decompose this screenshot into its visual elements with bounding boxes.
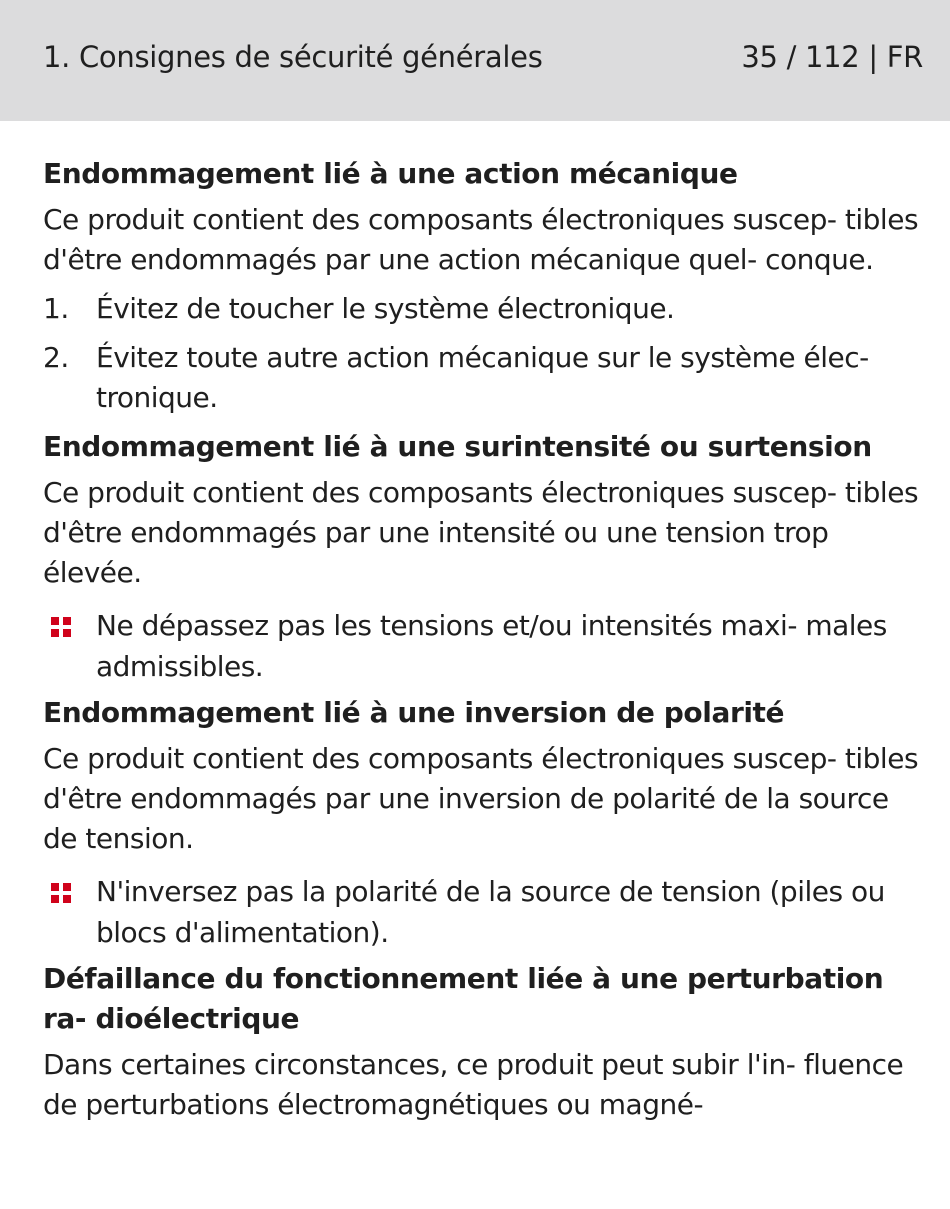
list-item <box>43 338 928 418</box>
bullet-item <box>43 871 928 953</box>
red-square-bullet-icon <box>51 883 71 903</box>
page-header <box>0 0 950 121</box>
bullet-text: Ne dépassez pas les tensions et/ou intensités maxi- males admissibles. <box>96 609 887 683</box>
section-heading-overcurrent: Endommagement lié à une surintensité ou surtension <box>43 430 872 463</box>
bullet-text: N'inversez pas la polarité de la source de tension (piles ou blocs d'alimentation). <box>96 875 885 949</box>
section-text-radio: Dans certaines circonstances, ce produit peut subir l'in- fluence de perturbations électromagnétiques ou magné- <box>43 1048 904 1121</box>
list-number: 1. <box>43 292 69 325</box>
list-item <box>43 289 928 329</box>
red-square-bullet-icon <box>51 617 71 637</box>
section-heading-mechanical: Endommagement lié à une action mécanique <box>43 157 738 190</box>
section-heading-polarity: Endommagement lié à une inversion de polarité <box>43 696 785 729</box>
section-heading-radio: Défaillance du fonctionnement liée à une perturbation ra- dioélectrique <box>43 962 884 1035</box>
section-text-mechanical: Ce produit contient des composants électroniques suscep- tibles d'être endommagés par une action mécanique quel- conque. <box>43 203 919 276</box>
section-text-polarity: Ce produit contient des composants électroniques suscep- tibles d'être endommagés par une inversion de polarité de la source de tension. <box>43 742 919 855</box>
chapter-title: 1. Consignes de sécurité générales <box>43 40 543 74</box>
list-number: 2. <box>43 341 69 374</box>
page-content <box>43 154 928 1134</box>
list-item-text: Évitez toute autre action mécanique sur le système élec- tronique. <box>96 341 869 414</box>
bullet-item <box>43 605 928 687</box>
page-number: 35 / 112 | FR <box>741 40 923 74</box>
section-text-overcurrent: Ce produit contient des composants électroniques suscep- tibles d'être endommagés par une intensité ou une tension trop élevée. <box>43 476 919 589</box>
list-item-text: Évitez de toucher le système électronique. <box>96 292 675 325</box>
